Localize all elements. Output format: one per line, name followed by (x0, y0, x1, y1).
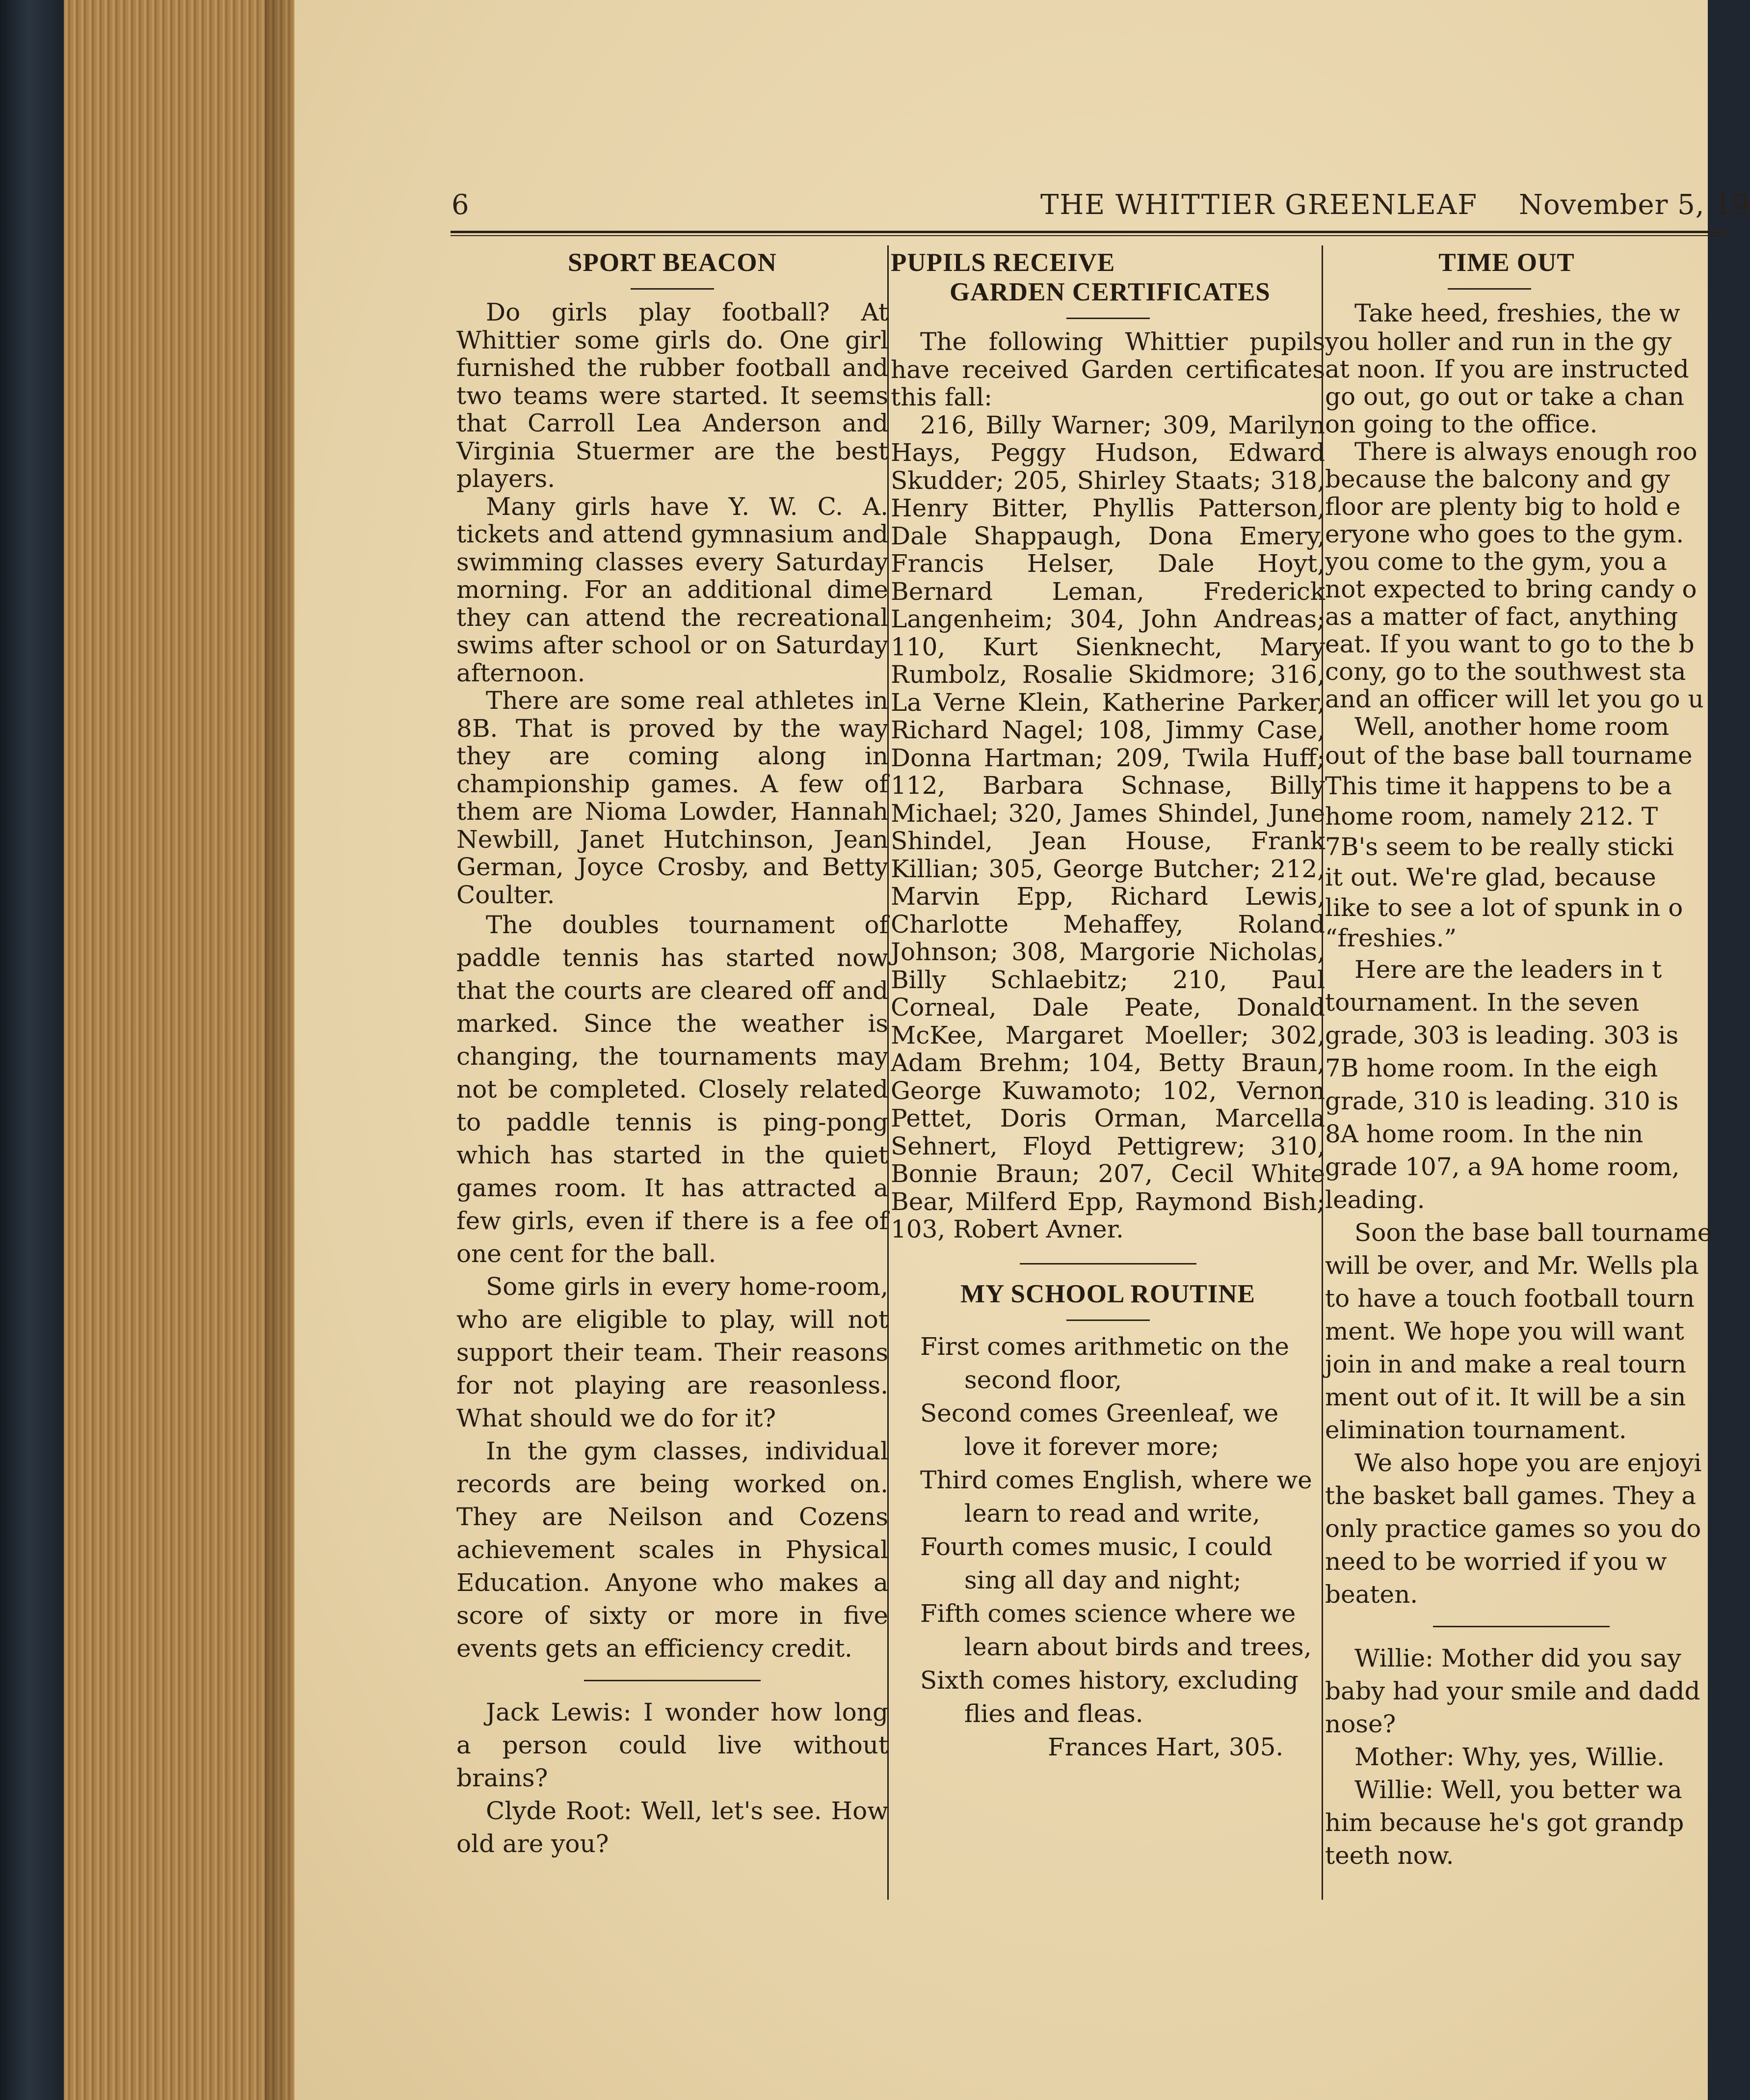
text-line: This time it happens to be a (1325, 772, 1672, 800)
text-line: beaten. (1325, 1580, 1418, 1609)
divider (584, 1680, 761, 1681)
paper-title: THE WHITTIER GREENLEAF (1040, 189, 1478, 221)
column-rule (1322, 245, 1323, 1900)
text-line: Soon the base ball tourname (1354, 1218, 1712, 1247)
text-line: will be over, and Mr. Wells pla (1325, 1251, 1699, 1280)
joke-line: Clyde Root: Well, let's see. How old are you? (456, 1797, 888, 1858)
sport-beacon-title: SPORT BEACON (568, 248, 777, 277)
text-line: not expected to bring candy o (1325, 575, 1697, 603)
text-line: the basket ball games. They a (1325, 1481, 1697, 1510)
text-line: There is always enough roo (1354, 437, 1697, 466)
text-line: on going to the office. (1325, 410, 1598, 438)
text-line: Take heed, freshies, the w (1354, 299, 1680, 327)
text-line: We also hope you are enjoyi (1354, 1449, 1702, 1477)
poem-author: Frances Hart, 305. (1048, 1732, 1284, 1761)
garden-intro: The following Whittier pupils have received Garden certificates this fall: (891, 327, 1325, 411)
text-line: elimination tournament. (1325, 1416, 1627, 1444)
text-line: home room, namely 212. T (1325, 802, 1658, 831)
sport-beacon-paragraph: The doubles tournament of paddle tennis has started now that the courts are cleared off and marked. Since the weather is changing, the tournaments may not be completed. Closely related to paddle tennis is ping-pong which has started in the quiet games room. It has attracted a few girls, even if there is a fee of one cent for the ball. (456, 911, 888, 1268)
text-line: need to be worried if you w (1325, 1547, 1667, 1576)
poem-line: Sixth comes history, excluding flies and fleas. (920, 1666, 1299, 1728)
garden-certificate-list: 216, Billy Warner; 309, Marilyn Hays, Peggy Hudson, Edward Skudder; 205, Shirley Staats; 318, Henry Bitter, Phyllis Patterson, Dale Shappaugh, Dona Emery, Francis Helser, Dale Hoyt, Bernard Leman, Frederick Langenheim; 304, John Andreas; 110, Kurt Sienknecht, Mary Rumbolz, Rosalie Skidmore; 316, La Verne Klein, Katherine Parker, Richard Nagel; 108, Jimmy Case, Donna Hartman; 209, Twila Huff; 112, Barbara Schnase, Billy Michael; 320, James Shindel, June Shindel, Jean House, Frank Killian; 305, George Butcher; 212, Marvin Epp, Richard Lewis, Charlotte Mehaffey, Roland Johnson; 308, Margorie Nicholas, Billy Schlaebitz; 210, Paul Corneal, Dale Peate, Donald McKee, Margaret Moeller; 302, Adam Brehm; 104, Betty Braun, George Kuwamoto; 102, Vernon Pettet, Doris Orman, Marcella Sehnert, Floyd Pettigrew; 310, Bonnie Braun; 207, Cecil White Bear, Milferd Epp, Raymond Bish; 103, Robert Avner. (891, 410, 1325, 1243)
text-line: like to see a lot of spunk in o (1325, 893, 1683, 922)
text-line: 7B's seem to be really sticki (1325, 833, 1674, 861)
text-line: grade, 303 is leading. 303 is (1325, 1021, 1679, 1050)
time-out-column (1325, 248, 1718, 1872)
text-line: because the balcony and gy (1325, 465, 1670, 493)
routine-poem (891, 1330, 1325, 1764)
text-line: join in and make a real tourn (1325, 1350, 1687, 1378)
text-line: Here are the leaders in t (1354, 955, 1662, 984)
divider (1020, 1263, 1196, 1265)
poem-line: Third comes English, where we learn to read and write, (920, 1465, 1312, 1528)
sport-beacon-paragraph: Some girls in every home-room, who are eligible to play, will not support their team. Their reasons for not playing are reasonless. What should we do for it? (456, 1272, 888, 1432)
text-line: eat. If you want to go to the b (1325, 630, 1695, 658)
garden-title-line2: GARDEN CERTIFICATES (950, 278, 1271, 306)
page-edges (64, 0, 294, 2100)
garden-column (891, 248, 1325, 1764)
column-rule (887, 245, 889, 1900)
sport-beacon-paragraph: In the gym classes, individual records are being worked on. They are Neilson and Cozens achievement scales in Physical Education. Anyone who makes a score of sixty or more in five events gets an efficiency credit. (456, 1437, 888, 1663)
text-line: it out. We're glad, because (1325, 863, 1656, 891)
issue-date: November 5, 19 (1519, 189, 1750, 221)
joke-line: baby had your smile and dadd (1325, 1677, 1700, 1705)
text-line: eryone who goes to the gym. (1325, 520, 1684, 548)
text-line: ment. We hope you will want (1325, 1317, 1684, 1346)
text-line: go out, go out or take a chan (1325, 382, 1684, 411)
text-line: out of the base ball tourname (1325, 741, 1693, 770)
text-line: at noon. If you are instructed (1325, 355, 1689, 383)
divider (1448, 288, 1531, 290)
divider (1433, 1626, 1610, 1627)
poem-line: Fourth comes music, I could sing all day and night; (920, 1532, 1273, 1594)
joke-line: Mother: Why, yes, Willie. (1354, 1743, 1665, 1771)
text-line: only practice games so you do (1325, 1514, 1701, 1543)
text-line: 8A home room. In the nin (1325, 1120, 1644, 1148)
routine-title: MY SCHOOL ROUTINE (960, 1279, 1256, 1308)
running-head (451, 189, 1750, 233)
book-spine (0, 0, 64, 2100)
joke-line: teeth now. (1325, 1841, 1454, 1870)
text-line: Well, another home room (1354, 712, 1670, 741)
joke-line: Willie: Mother did you say (1354, 1644, 1681, 1672)
text-line: to have a touch football tourn (1325, 1284, 1695, 1313)
text-line: you come to the gym, you a (1325, 547, 1668, 576)
text-line: leading. (1325, 1185, 1425, 1214)
divider (1066, 1319, 1150, 1321)
text-line: tournament. In the seven (1325, 988, 1640, 1017)
text-line: and an officer will let you go u (1325, 685, 1704, 713)
text-line: 7B home room. In the eigh (1325, 1054, 1658, 1082)
sport-beacon-paragraph: Many girls have Y. W. C. A. tickets and attend gymnasium and swimming classes every Saturday morning. For an additional dime they can attend the recreational swims after school or on Saturday afternoon. (456, 492, 888, 687)
joke-line: Willie: Well, you better wa (1354, 1776, 1682, 1804)
text-line: grade, 310 is leading. 310 is (1325, 1087, 1679, 1115)
poem-line: First comes arithmetic on the second floor, (920, 1332, 1289, 1394)
garden-title-line1: PUPILS RECEIVE (891, 248, 1115, 277)
header-rule (451, 231, 1726, 236)
poem-line: Fifth comes science where we learn about birds and trees, (920, 1599, 1312, 1661)
divider (631, 288, 714, 290)
divider (1066, 318, 1150, 319)
text-line: grade 107, a 9A home room, (1325, 1153, 1680, 1181)
sport-beacon-paragraph: There are some real athletes in 8B. That is proved by the way they are coming along in championship games. A few of them are Nioma Lowder, Hannah Newbill, Janet Hutchinson, Jean German, Joyce Crosby, and Betty Coulter. (456, 686, 888, 909)
text-line: you holler and run in the gy (1325, 327, 1672, 356)
page-number: 6 (451, 189, 470, 221)
text-line: “freshies.” (1325, 924, 1457, 952)
poem-line: Second comes Greenleaf, we love it forever more; (920, 1399, 1279, 1461)
text-line: floor are plenty big to hold e (1325, 492, 1681, 521)
joke-line: him because he's got grandp (1325, 1808, 1684, 1837)
text-line: ment out of it. It will be a sin (1325, 1383, 1686, 1411)
joke-line: Jack Lewis: I wonder how long a person could live without brains? (456, 1698, 888, 1792)
sport-beacon-column (456, 248, 888, 1860)
time-out-title: TIME OUT (1438, 248, 1575, 277)
sport-beacon-paragraph: Do girls play football? At Whittier some girls do. One girl furnished the rubber football and two teams were started. It seems that Carroll Lea Anderson and Virginia Stuermer are the best players. (456, 298, 888, 493)
text-line: cony, go to the southwest sta (1325, 657, 1686, 686)
joke-line: nose? (1325, 1710, 1396, 1738)
text-line: as a matter of fact, anything (1325, 602, 1678, 631)
newspaper-page (294, 0, 1750, 2100)
